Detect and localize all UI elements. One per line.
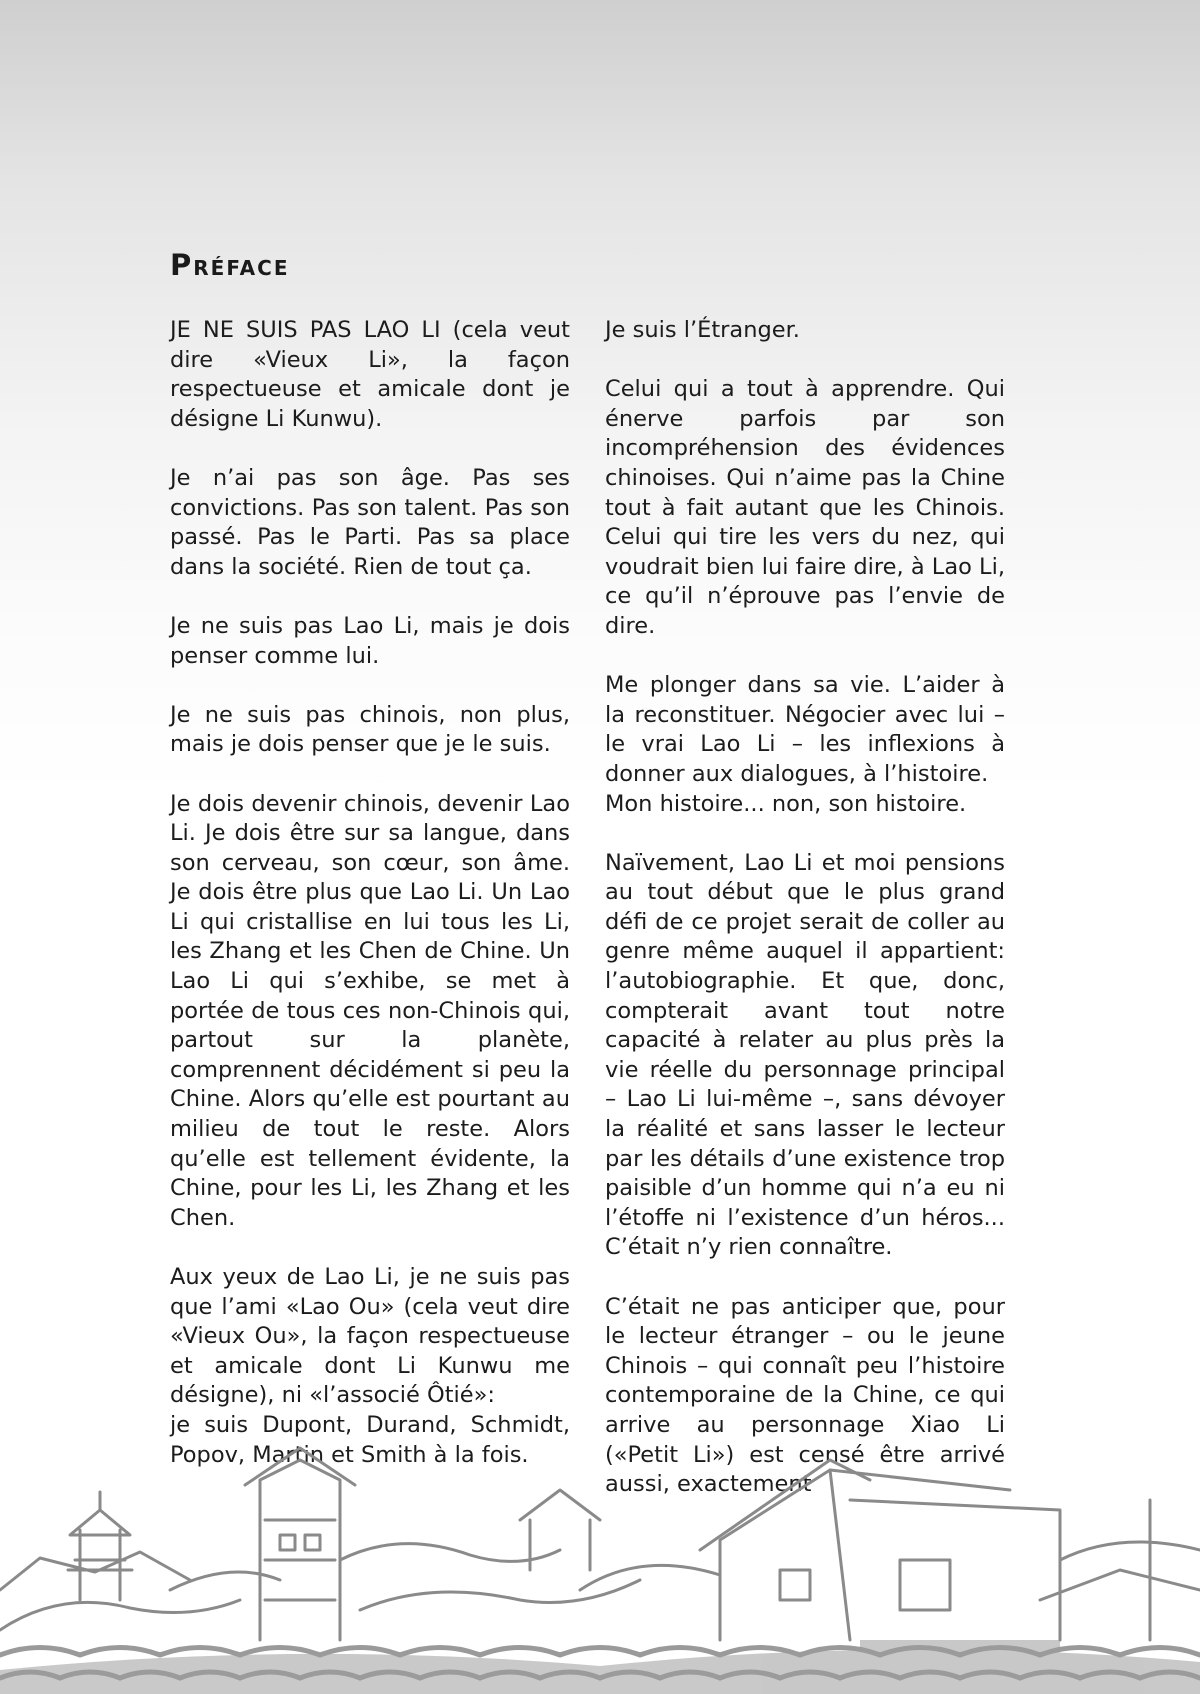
paragraph: Je ne suis pas chinois, non plus, mais je dois penser que je le suis. xyxy=(170,701,570,758)
paragraph: C’était ne pas anticiper que, pour le lecteur étranger – ou le jeune Chinois – qui connaît peu l’histoire contemporaine de la Chine, ce qui arrive au personnage Xiao Li («Petit Li») est censé être arrivé aussi, exactement xyxy=(605,1293,1005,1498)
paragraph: JE NE SUIS PAS LAO LI (cela veut dire «Vieux Li», la façon respectueuse et amicale dont je désigne Li Kunwu). xyxy=(170,317,570,432)
paragraph: Mon histoire... non, son histoire. xyxy=(605,790,967,817)
left-column xyxy=(170,316,570,1500)
rooftops-illustration xyxy=(0,1440,1200,1694)
page-title: Préface xyxy=(170,248,290,282)
paragraph: Naïvement, Lao Li et moi pensions au tout début que le plus grand défi de ce projet serait de coller au genre même auquel il appartient: l’autobiographie. Et que, donc, compterait avant tout notre capacité à relater au plus près la vie réelle du personnage principal – Lao Li lui-même –, sans dévoyer la réalité et sans lasser le lecteur par les détails d’une existence trop paisible d’un homme qui n’a eu ni l’étoffe ni l’existence d’un héros... C’était n’y rien connaître. xyxy=(605,849,1005,1261)
paragraph: Je suis l’Étranger. xyxy=(605,317,800,343)
right-column xyxy=(605,316,1005,1529)
paragraph: Aux yeux de Lao Li, je ne suis pas que l’ami «Lao Ou» (cela veut dire «Vieux Ou», la façon respectueuse et amicale dont Li Kunwu me désigne), ni «l’associé Ôtié»: xyxy=(170,1264,570,1409)
paragraph: Celui qui a tout à apprendre. Qui énerve parfois par son incompréhension des évidences chinoises. Qui n’aime pas la Chine tout à fait autant que les Chinois. Celui qui tire les vers du nez, qui voudrait bien lui faire dire, à Lao Li, ce qu’il n’éprouve pas l’envie de dire. xyxy=(605,376,1005,639)
paragraph: Je ne suis pas Lao Li, mais je dois penser comme lui. xyxy=(170,612,570,669)
paragraph: Je dois devenir chinois, devenir Lao Li. Je dois être sur sa langue, dans son cerveau, son cœur, son âme. Je dois être plus que Lao Li. Un Lao Li qui cristallise en lui tous les Li, les Zhang et les Chen de Chine. Un Lao Li qui s’exhibe, se met à portée de tous ces non-Chinois qui, partout sur la planète, comprennent décidément si peu la Chine. Alors qu’elle est pourtant au milieu de tout le reste. Alors qu’elle est tellement évidente, la Chine, pour les Li, les Zhang et les Chen. xyxy=(170,790,570,1231)
paragraph: Me plonger dans sa vie. L’aider à la reconstituer. Négocier avec lui – le vrai Lao Li – les inflexions à donner aux dialogues, à l’histoire. xyxy=(605,672,1005,787)
paragraph: Je n’ai pas son âge. Pas ses convictions. Pas son talent. Pas son passé. Pas le Parti. Pas sa place dans la société. Rien de tout ça. xyxy=(170,464,570,580)
paragraph: je suis Dupont, Durand, Schmidt, Popov, Martin et Smith à la fois. xyxy=(170,1411,570,1468)
